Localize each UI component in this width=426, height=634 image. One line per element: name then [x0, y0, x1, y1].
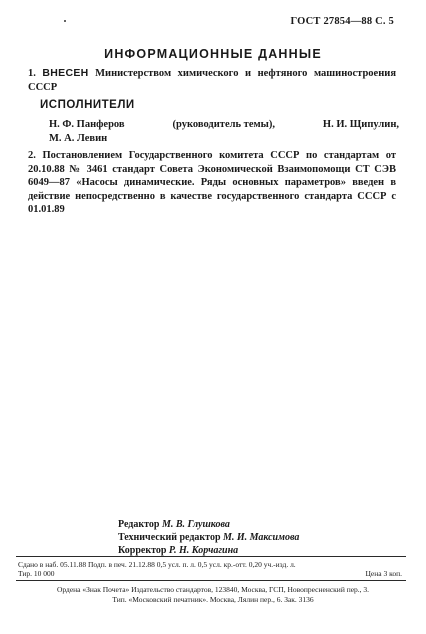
- section-1-number: 1.: [28, 68, 36, 79]
- imprint-text-1: Сдано в наб. 05.11.88 Подп. в печ. 21.12.88 0,5 усл. п. л. 0,5 усл. кр.-отт. 0,20 уч.-изд. л.: [18, 560, 296, 569]
- price: Цена 3 коп.: [365, 569, 402, 578]
- performer-3: М. А. Левин: [49, 133, 108, 144]
- section-2: [28, 149, 396, 217]
- editor-label: Редактор: [118, 519, 160, 530]
- tech-editor-line: [118, 531, 299, 544]
- imprint-line-1: [18, 560, 402, 569]
- print-run: Тир. 10 000: [18, 569, 55, 578]
- imprint-top-rule: [16, 556, 406, 557]
- performer-1: Н. Ф. Панферов: [49, 119, 125, 130]
- performers-list: [49, 118, 399, 146]
- corrector-label: Корректор: [118, 545, 167, 556]
- section-2-number: 2.: [28, 150, 36, 161]
- performer-1-role: (руководитель темы),: [172, 119, 275, 130]
- page-header: ГОСТ 27854—88 С. 5: [290, 16, 394, 27]
- footer-top-rule: [16, 580, 406, 581]
- footer-line-2: Тип. «Московский печатник». Москва, Лялин пер., 6. Зак. 3136: [112, 595, 314, 604]
- footer-line-1: Ордена «Знак Почета» Издательство стандартов, 123840, Москва, ГСП, Новопресненский пер., 3.: [56, 585, 370, 594]
- tech-editor-label: Технический редактор: [118, 532, 221, 543]
- imprint-block: [18, 560, 402, 578]
- publisher-footer: [18, 585, 408, 605]
- editor-line: [118, 518, 299, 531]
- tech-editor-name: М. И. Максимова: [223, 532, 300, 543]
- editors-block: [118, 518, 299, 557]
- imprint-line-2: [18, 569, 402, 578]
- section-2-text: Постановлением Государственного комитета СССР по стандартам от 20.10.88 № 3461 стандарт Совета Экономической Взаимопомощи СТ СЭВ 6049—87 «Насосы динамические. Ряды основных параметров» введен в действие непосредственно в качестве государственного стандарта СССР с 01.01.89: [28, 150, 396, 215]
- performers-line-1: [49, 118, 399, 132]
- section-1: [28, 67, 396, 94]
- section-1-keyword: ВНЕСЕН: [42, 67, 89, 79]
- section-1-text: Министерством химического и нефтяного машиностроения СССР: [28, 68, 397, 93]
- page-title: ИНФОРМАЦИОННЫЕ ДАННЫЕ: [104, 47, 322, 61]
- editor-name: М. В. Глушкова: [161, 519, 230, 530]
- corrector-name: Р. Н. Корчагина: [168, 545, 239, 556]
- performers-heading: ИСПОЛНИТЕЛИ: [40, 99, 135, 111]
- scan-speck: [64, 20, 66, 22]
- performer-2: Н. И. Щипулин,: [322, 119, 399, 130]
